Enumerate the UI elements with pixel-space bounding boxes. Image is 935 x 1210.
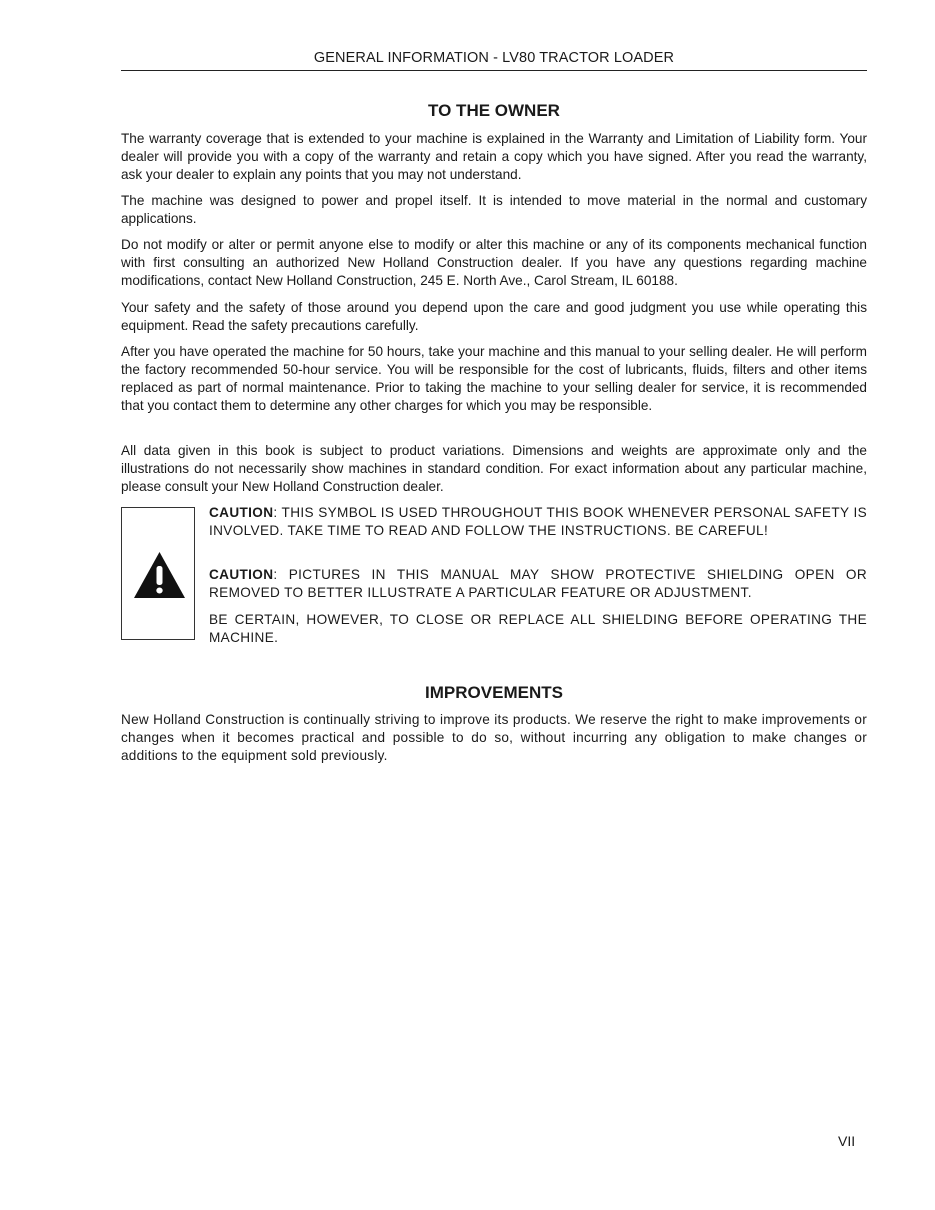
header-rule [121,70,867,71]
paragraph-modifications: Do not modify or alter or permit anyone else to modify or alter this machine or any of its components mechanical function with first consulting an authorized New Holland Construction dealer. If you have any questions regarding machine modifications, contact New Holland Construction, 245 E. North Ave., Carol Stream, IL 60188. [121,237,867,288]
section-title-owner: TO THE OWNER [428,101,560,120]
paragraph-improvements: New Holland Construction is continually striving to improve its products. We reserve the right to make improvements or changes when it becomes practical and possible to do so, without incurring any obligation to make changes or additions to the equipment sold previously. [121,712,867,763]
caution-symbol-notice [209,504,867,540]
paragraph-service: After you have operated the machine for 50 hours, take your machine and this manual to your selling dealer. He will perform the factory recommended 50-hour service. You will be responsible for the cost of lubricants, fluids, filters and other items replaced as part of normal maintenance. Prior to taking the machine to your selling dealer for service, it is recommended that you contact them to determine any other charges for which you may be responsible. [121,344,867,413]
caution-shielding-notice [209,566,867,602]
caution-text: : THIS SYMBOL IS USED THROUGHOUT THIS BOOK WHENEVER PERSONAL SAFETY IS INVOLVED. TAKE TIME TO READ AND FOLLOW THE INSTRUCTIONS. BE CAREFUL! [209,505,867,538]
caution-text: : PICTURES IN THIS MANUAL MAY SHOW PROTECTIVE SHIELDING OPEN OR REMOVED TO BETTER ILLUSTRATE A PARTICULAR FEATURE OR ADJUSTMENT. [209,567,867,600]
section-title-improvements: IMPROVEMENTS [425,683,563,702]
page-number: VII [838,1133,856,1149]
paragraph-design: The machine was designed to power and propel itself. It is intended to move material in the normal and customary applications. [121,193,867,226]
caution-close-shielding-notice [209,611,867,647]
warning-triangle-icon [132,550,187,600]
caution-text: BE CERTAIN, HOWEVER, TO CLOSE OR REPLACE ALL SHIELDING BEFORE OPERATING THE MACHINE. [209,612,867,645]
caution-label: CAUTION [209,505,274,520]
paragraph-warranty: The warranty coverage that is extended to your machine is explained in the Warranty and Limitation of Liability form. Your dealer will provide you with a copy of the warranty and retain a copy which you have signed. After you read the warranty, ask your dealer to explain any points that you may not understand. [121,131,867,182]
caution-label: CAUTION [209,567,274,582]
running-header: GENERAL INFORMATION - LV80 TRACTOR LOADER [313,50,675,66]
caution-icon-box [121,507,195,640]
paragraph-safety: Your safety and the safety of those around you depend upon the care and good judgment you use while operating this equipment. Read the safety precautions carefully. [121,300,867,333]
paragraph-data: All data given in this book is subject to product variations. Dimensions and weights are approximate only and the illustrations do not necessarily show machines in standard condition. For exact information about any particular machine, please consult your New Holland Construction dealer. [121,443,867,494]
